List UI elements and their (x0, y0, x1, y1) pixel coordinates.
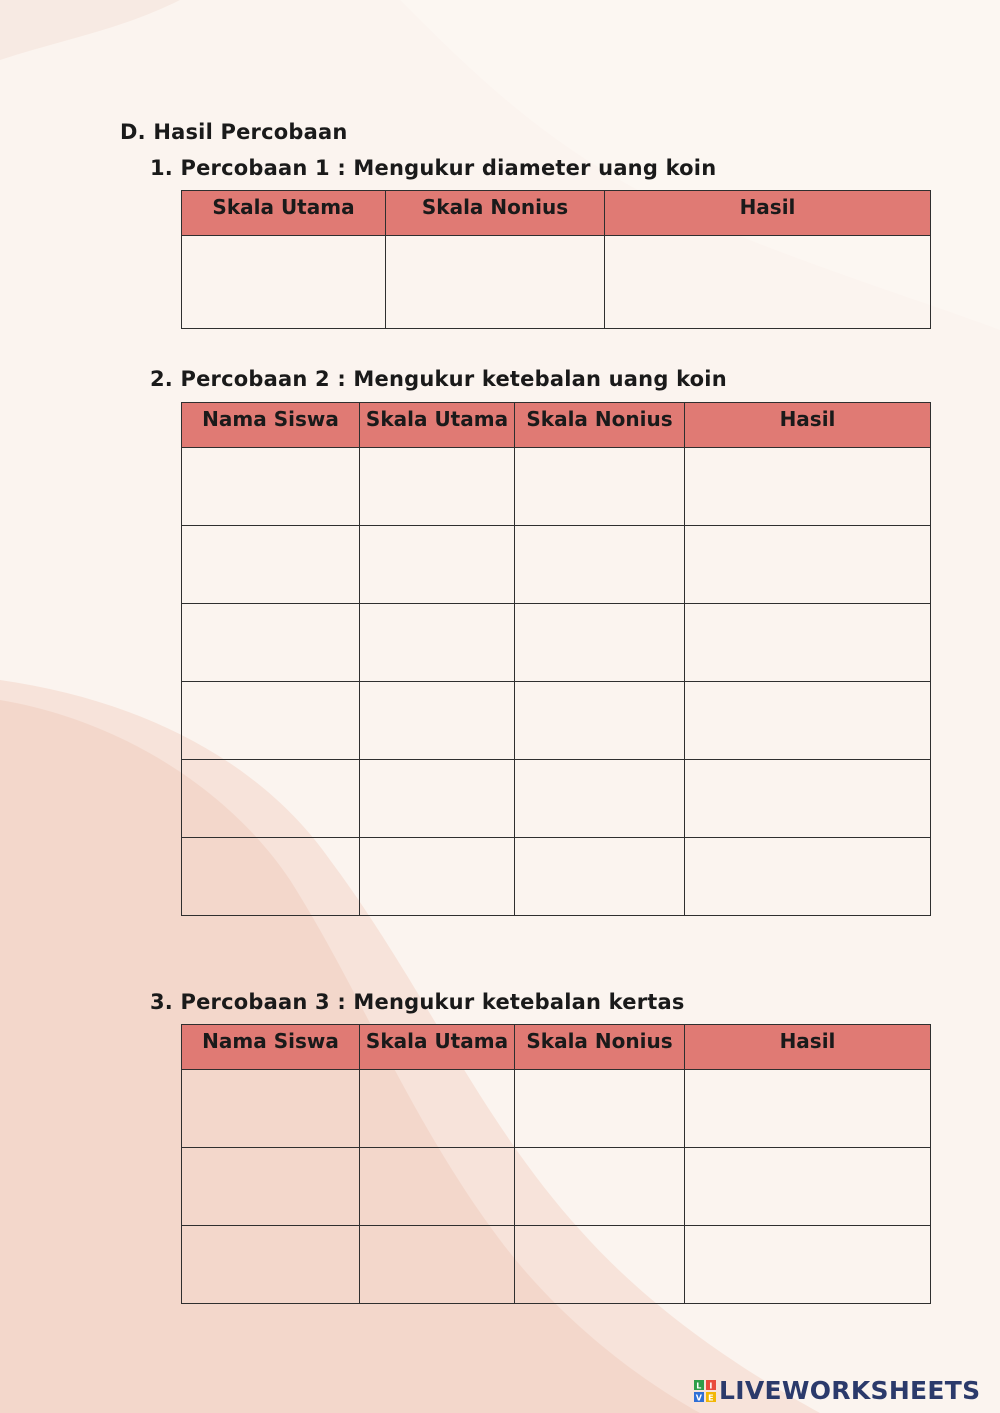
input-cell[interactable] (685, 1070, 931, 1148)
experiment-3-table (181, 1024, 931, 1304)
logo-letter: V (695, 1393, 703, 1402)
column-header: Skala Nonius (515, 1025, 685, 1070)
input-cell[interactable] (515, 526, 685, 604)
input-cell[interactable] (685, 448, 931, 526)
table-row (182, 604, 931, 682)
table-row (182, 682, 931, 760)
input-cell[interactable] (360, 838, 515, 916)
experiment-2-table (181, 402, 931, 916)
column-header: Skala Nonius (515, 403, 685, 448)
brand-logo-icon (694, 1380, 716, 1402)
table-row (182, 236, 931, 329)
input-cell[interactable] (360, 760, 515, 838)
input-cell[interactable] (182, 838, 360, 916)
column-header: Skala Nonius (386, 191, 605, 236)
experiment-2-title: 2. Percobaan 2 : Mengukur ketebalan uang koin (150, 367, 727, 391)
input-cell[interactable] (182, 1226, 360, 1304)
column-header: Nama Siswa (182, 403, 360, 448)
experiment-3-title: 3. Percobaan 3 : Mengukur ketebalan kertas (150, 990, 685, 1014)
logo-letter: L (696, 1381, 702, 1390)
logo-letter: E (708, 1393, 714, 1402)
experiment-1-title: 1. Percobaan 1 : Mengukur diameter uang koin (150, 156, 717, 180)
input-cell[interactable] (685, 760, 931, 838)
section-heading: D. Hasil Percobaan (120, 120, 348, 144)
column-header: Nama Siswa (182, 1025, 360, 1070)
input-cell[interactable] (360, 682, 515, 760)
column-header: Skala Utama (360, 1025, 515, 1070)
input-cell[interactable] (360, 1070, 515, 1148)
input-cell[interactable] (182, 1070, 360, 1148)
column-header: Hasil (685, 403, 931, 448)
input-cell[interactable] (685, 838, 931, 916)
input-cell[interactable] (515, 1070, 685, 1148)
input-cell[interactable] (360, 448, 515, 526)
input-cell[interactable] (386, 236, 605, 329)
table-row (182, 1226, 931, 1304)
table-row (182, 1148, 931, 1226)
table-row (182, 760, 931, 838)
input-cell[interactable] (515, 1226, 685, 1304)
brand-name: LIVEWORKSHEETS (719, 1376, 981, 1405)
liveworksheets-logo (694, 1376, 980, 1405)
input-cell[interactable] (360, 604, 515, 682)
input-cell[interactable] (515, 760, 685, 838)
input-cell[interactable] (685, 526, 931, 604)
input-cell[interactable] (515, 682, 685, 760)
input-cell[interactable] (182, 448, 360, 526)
input-cell[interactable] (182, 760, 360, 838)
input-cell[interactable] (182, 604, 360, 682)
input-cell[interactable] (360, 526, 515, 604)
input-cell[interactable] (605, 236, 931, 329)
input-cell[interactable] (685, 1148, 931, 1226)
input-cell[interactable] (515, 448, 685, 526)
experiment-1-table (181, 190, 931, 329)
input-cell[interactable] (360, 1226, 515, 1304)
table-row (182, 448, 931, 526)
column-header: Skala Utama (182, 191, 386, 236)
column-header: Skala Utama (360, 403, 515, 448)
logo-letter: I (709, 1381, 713, 1390)
column-header: Hasil (605, 191, 931, 236)
input-cell[interactable] (182, 236, 386, 329)
input-cell[interactable] (685, 682, 931, 760)
table-row (182, 526, 931, 604)
input-cell[interactable] (182, 526, 360, 604)
input-cell[interactable] (182, 1148, 360, 1226)
input-cell[interactable] (182, 682, 360, 760)
input-cell[interactable] (515, 838, 685, 916)
input-cell[interactable] (360, 1148, 515, 1226)
table-row (182, 1070, 931, 1148)
input-cell[interactable] (515, 604, 685, 682)
column-header: Hasil (685, 1025, 931, 1070)
input-cell[interactable] (685, 604, 931, 682)
table-row (182, 838, 931, 916)
input-cell[interactable] (515, 1148, 685, 1226)
input-cell[interactable] (685, 1226, 931, 1304)
